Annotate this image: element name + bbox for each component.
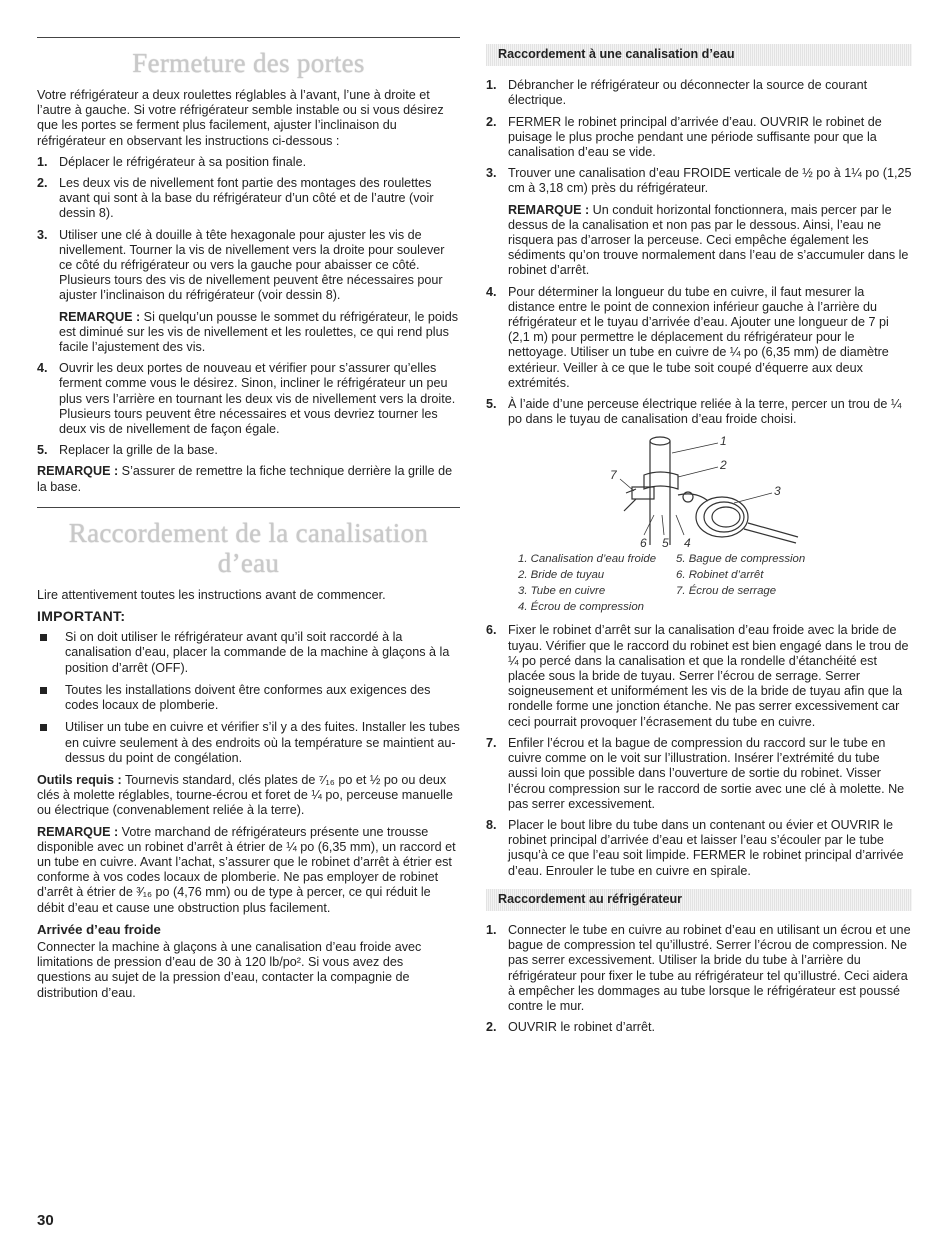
tools-paragraph: Outils requis : Tournevis standard, clés plates de ⁷⁄₁₆ po et ½ po ou deux clés à molette réglables, tourne-écrou et foret de ¼ po, perceuse manuelle ou électrique (convenablement reliée à la terre). (37, 772, 453, 818)
cold-water-heading: Arrivée d’eau froide (37, 921, 161, 937)
section-title-water-connection: Raccordement de la canalisation d’eau (68, 517, 429, 578)
caption-item: 7. Écrou de serrage (676, 585, 777, 598)
fig-label-2: 2 (720, 458, 727, 473)
caption-item: 5. Bague de compression (676, 553, 806, 566)
cold-water-pipe (650, 441, 670, 545)
water-steps-list (486, 78, 912, 427)
water-valve-illustration (486, 433, 912, 551)
valve-diagram (486, 433, 912, 551)
caption-item: 2. Bride de tuyau (518, 569, 605, 582)
list-item: 2. OUVRIR le robinet d’arrêt. (486, 1020, 655, 1035)
fig-label-5: 5 (662, 536, 669, 551)
caption-item: 1. Canalisation d’eau froide (518, 553, 657, 566)
cold-water-paragraph: Connecter la machine à glaçons à une canalisation d’eau froide avec limitations de pression d’eau de 30 à 120 lb/po². Si vous avez des questions au sujet de la pression d’eau, contacter la compagnie de distribution d’eau. (37, 939, 422, 1000)
caption-item: 6. Robinet d’arrêt (676, 569, 764, 582)
list-item: 2. Les deux vis de nivellement font partie des montages des roulettes avant qui sont à la base du réfrigérateur d’un côté et de l’autre (voir dessin 8). (37, 176, 434, 221)
remark-note: REMARQUE : Un conduit horizontal fonctionnera, mais percer par le dessus de la canalisation et non pas par le dessous. Ainsi, l’eau ne risquera pas d’arroser la perceuse. Ceci empêche également les sédiments qu’on trouve normalement dans l’eau de s’accumuler dans le robinet d’arrêt. (508, 202, 909, 278)
top-rule (37, 37, 460, 38)
page-number: 30 (37, 1212, 54, 1229)
square-bullet-icon (40, 687, 47, 694)
fig-label-6: 6 (640, 536, 647, 551)
fig-label-1: 1 (720, 434, 727, 449)
list-item: Si on doit utiliser le réfrigérateur avant qu’il soit raccordé à la canalisation d’eau, placer la commande de la machine à glaçons à la position d’arrêt (OFF). (37, 630, 460, 676)
caption-item (676, 599, 825, 615)
list-item: 2. FERMER le robinet principal d’arrivée d’eau. OUVRIR le robinet de puisage le plus proche pendant une période suffisante pour que la canalisation d’eau se vide. (486, 114, 882, 160)
caption-item: 4. Écrou de compression (518, 601, 644, 614)
intro-paragraph-2: Lire attentivement toutes les instructions avant de commencer. (37, 587, 386, 602)
list-item: Toutes les installations doivent être conformes aux exigences des codes locaux de plomberie. (37, 683, 460, 713)
list-item: 3. Trouver une canalisation d’eau FROIDE verticale de ½ po à 1¼ po (1,25 cm à 3,18 cm) près du réfrigérateur. REMARQUE : Un conduit horizontal fonctionnera, mais percer par le dessus de la canalisation et non pas par le dessous. Ainsi, l’eau ne risquera pas d’arroser la perceuse. Ceci empêche également les sédiments qu’on trouve normalement dans l’eau de s’accumuler dans le robinet d’arrêt. (486, 166, 912, 278)
right-column (486, 0, 912, 1041)
square-bullet-icon (40, 724, 47, 731)
remark-paragraph: REMARQUE : S’assurer de remettre la fiche technique derrière la grille de la base. (37, 464, 453, 494)
subsection-header-fridge: Raccordement au réfrigérateur (486, 889, 912, 911)
intro-paragraph: Votre réfrigérateur a deux roulettes réglables à l’avant, l’une à droite et l’autre à gauche. Si votre réfrigérateur semble instable ou si vous désirez que les portes se ferment plus facilement, ajuster l’inclinaison du réfrigérateur en observant les instructions ci-dessous : (37, 88, 444, 148)
left-column (37, 0, 460, 1007)
fridge-steps-list (486, 923, 912, 1035)
important-heading: IMPORTANT: (37, 608, 126, 625)
list-item: 5. Replacer la grille de la base. (37, 443, 218, 458)
subsection-header-water-line: Raccordement à une canalisation d’eau (486, 44, 912, 66)
list-item: 1. Déplacer le réfrigérateur à sa position finale. (37, 154, 307, 169)
figure-captions (518, 551, 912, 615)
section-rule (37, 507, 460, 508)
fig-label-3: 3 (774, 484, 781, 499)
important-bullets (37, 630, 460, 766)
list-item: 1. Connecter le tube en cuivre au robinet d’eau en utilisant un écrou et une bague de compression tel qu’illustré. Serrer l’écrou de compression. Ne pas serrer excessivement. Utiliser la bride du tube à l’arrière du réfrigérateur pour fixer le tube au réfrigérateur tel qu’illustré. Ceci aidera à empêcher les dommages au tube lorsque le réfrigérateur est poussé contre le mur. (486, 922, 911, 1013)
list-item: Utiliser un tube en cuivre et vérifier s’il y a des fuites. Installer les tubes en cuivre seulement à des endroits où la température se maintient au-dessus du point de congélation. (37, 720, 460, 766)
caption-item: 3. Tube en cuivre (518, 585, 606, 598)
remark-note: REMARQUE : Si quelqu’un pousse le sommet du réfrigérateur, le poids est diminué sur les vis de nivellement et les roulettes, ce qui rend plus facile l’ajustement des vis. (59, 309, 458, 355)
fig-label-4: 4 (684, 536, 691, 551)
list-item: 7. Enfiler l’écrou et la bague de compression du raccord sur le tube en cuivre comme on le voit sur l’illustration. Insérer l’extrémité du tube aussi loin que possible dans l’ouverture de sortie du robinet. Visser l’écrou compression sur le raccord de sortie avec une clé à molette. Ne pas serrer excessivement. (486, 735, 905, 811)
square-bullet-icon (40, 634, 47, 641)
section-title-door-closing: Fermeture des portes (132, 48, 365, 78)
fig-label-7: 7 (610, 468, 617, 483)
door-steps-list (37, 155, 460, 459)
list-item: 1. Débrancher le réfrigérateur ou déconnecter la source de courant électrique. (486, 78, 868, 108)
list-item: 6. Fixer le robinet d’arrêt sur la canalisation d’eau froide avec la bride de tuyau. Vérifier que le raccord du robinet est bien engagé dans le trou de ¼ po percé dans la canalisation et que la rondelle d’étanchéité est placée sous la bride de tuyau. Serrer l’écrou de serrage. Serrer soigneusement et uniformément les vis de la bride de tuyau afin que la rondelle forme une jonction étanche. Ne pas serrer excessivement car ceci pourrait provoquer l’écrasement du tube en cuivre. (486, 623, 909, 729)
remark-paragraph-2: REMARQUE : Votre marchand de réfrigérateurs présente une trousse disponible avec un robinet d’arrêt à étrier de ¼ po (6,35 mm), un raccord et un tube en cuivre. Avant l’achat, s’assurer que le robinet d’arrêt à étrier est conforme à vos codes locaux de plomberie. Ne pas employer de robinet d’arrêt à étrier de ³⁄₁₆ po (4,76 mm) ou de type à percer, ce qui réduit le débit d’eau et cause une obstruction plus facilement. (37, 824, 456, 915)
list-item: 4. Pour déterminer la longueur du tube en cuivre, il faut mesurer la distance entre le point de connexion inférieur gauche à l’arrière du réfrigérateur et le tuyau d’arrivée d’eau. Ajouter une longueur de 7 pi (2,1 m) pour permettre le déplacement du réfrigérateur pour le nettoyage. Utiliser un tube en cuivre de ¼ po (6,35 mm) de diamètre extérieur. Veiller à ce que le tube soit coupé d’équerre aux deux extrémités. (486, 284, 889, 390)
valve-steps-list (486, 623, 912, 878)
list-item: 5. À l’aide d’une perceuse électrique reliée à la terre, percer un trou de ¼ po dans le tuyau de canalisation d’eau froide choisi. (486, 397, 902, 427)
list-item: 4. Ouvrir les deux portes de nouveau et vérifier pour s’assurer qu’elles ferment comme vous le désirez. Sinon, incliner le réfrigérateur un peu plus vers l’arrière en tournant les deux vis de nivellement vers la droite. Plusieurs tours peuvent être nécessaires et vous devriez tourner les deux vis de nivellement de façon égale. (37, 361, 456, 437)
list-item: 8. Placer le bout libre du tube dans un contenant ou évier et OUVRIR le robinet principal d’arrivée d’eau et laisser l’eau s’écouler par le tube jusqu’à ce que l’eau soit limpide. FERMER le robinet principal d’arrivée d’eau. Enrouler le tube en cuivre en spirale. (486, 817, 904, 878)
list-item: 3. Utiliser une clé à douille à tête hexagonale pour ajuster les vis de nivellement. Tourner la vis de nivellement vers la droite pour soulever ce côté du réfrigérateur ou vers la gauche pour abaisser ce côté. Plusieurs tours des vis de nivellement peuvent être nécessaires pour ajuster l’inclinaison du réfrigérateur (voir dessin 8). REMARQUE : Si quelqu’un pousse le sommet du réfrigérateur, le poids est diminué sur les vis de nivellement et les roulettes, ce qui rend plus facile l’ajustement des vis. (37, 227, 458, 355)
